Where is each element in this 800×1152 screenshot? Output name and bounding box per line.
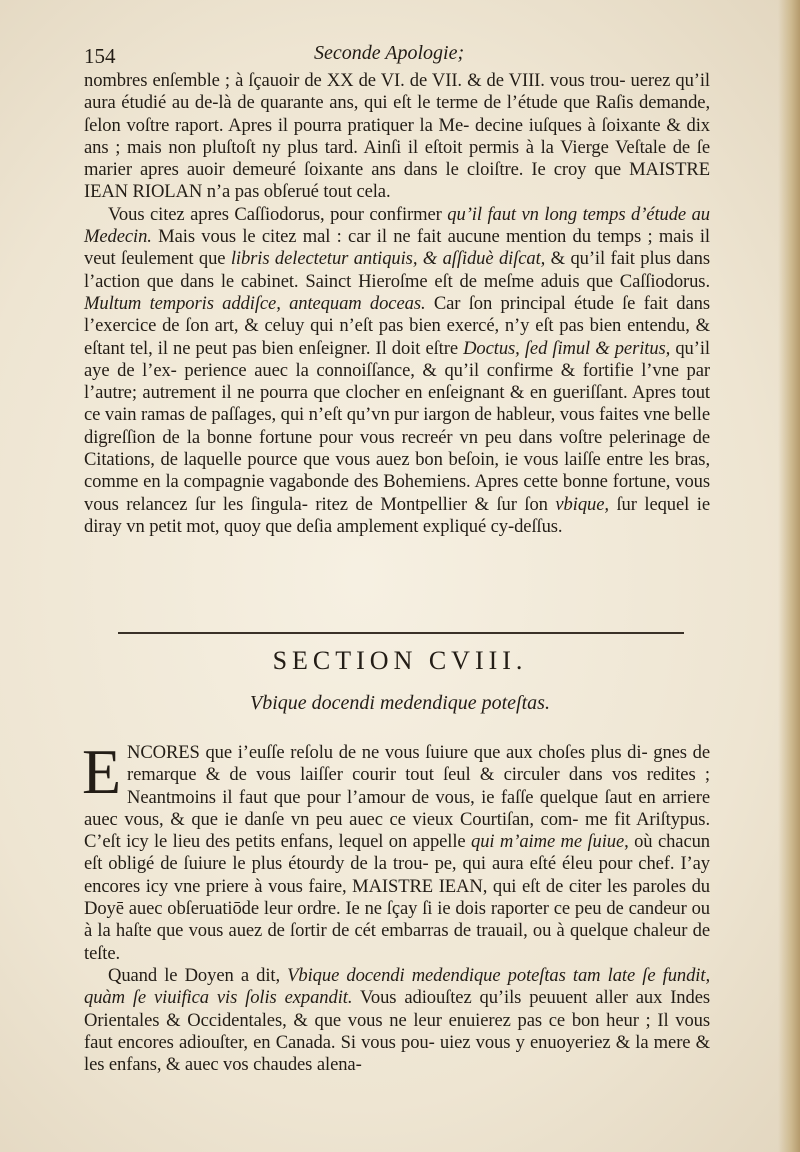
paragraph-4 [84,965,710,1076]
p3-text: NCORES que i’euſſe reſolu de ne vous ſuiure que aux choſes plus di- gnes de remarque & de vous laiſſer courir tout ſeul & circuler dans vos redites ; Neantmoins il faut que pour l’amour de vous, ie faſſe quelque ſaut en arriere auec vous, & que ie danſe vn peu auec ce vieux Courtiſan, com- me fit Ariſtypus. C’eſt icy le lieu des petits enfans, lequel on appelle [84,742,710,853]
lower-text-block [82,736,710,1076]
p2-text: Mais vous le citez mal : car il ne fait aucune mention du temps ; mais il veut ſeulement que [84,226,710,270]
paragraph-2 [84,204,710,538]
p2-quote-5: vbique, [555,493,609,515]
drop-cap: E [82,736,121,807]
paragraph-3 [82,736,710,965]
section-divider-rule [118,632,684,634]
p4-text: Quand le Doyen a dit, [108,964,288,986]
p2-quote-3: Multum temporis addiſce, antequam doceas. [84,292,426,314]
p3-text-rest: , où chacun eſt obligé de ſuiure le plus étourdy de la trou- pe, qui aura eſté éleu pour chef. I’ay encores icy vne priere à vous faire, MAISTRE IEAN, qui eſt de citer les paroles du Doyē auec obſeruatiōde leur ordre. Ie ne ſçay ſi ie dois raporter ce peu de candeur ou à la haſte que vous auez de ſortir de cét embarras de trauail, ou à quelque chaleur de teſte. [84,831,710,964]
p2-quote-2: libris delectetur antiquis, & aſſiduè diſcat, [230,248,546,270]
running-head [84,42,710,70]
section-subtitle: Vbique docendi medendique poteſtas. [250,692,550,714]
p2-text: qu’il aye de l’ex- perience auec la connoiſſance, & qu’il confirme & fortifie l’vne par l’autre; autrement il ne pourra que clocher en enſeignant & en gueriſſant. Apres tout ce vain ramas de paſſages, qui n’eſt qu’vn pur iargon de hableur, vous faites vne belle digreſſion de la bonne fortune pour vous recreér vn peu dans voſtre pelerinage de Citations, de laquelle pource que vous auez bon beſoin, ie vous laiſſe entre les bras, comme en la compagnie vagabonde des Bohemiens. Apres cette bonne fortune, vous vous relancez ſur les ſingula- ritez de Montpellier & ſur ſon [84,337,710,515]
paragraph-1: nombres enſemble ; à ſçauoir de XX de VI. de VII. & de VIII. vous trou- uerez qu’il aura étudié au de-là de quarante ans, qui eſt le terme de l’étude que Raſis demande, ſelon voſtre raport. Apres il pourra pratiquer la Me- decine iuſques à ſoixante & dix ans ; mais non pluſtoſt ny plus tard. Ainſi il eſtoit permis à la Vierge Veſtale de ſe marier apres auoir demeuré ſoixante ans dans le cloiſtre. Ie croy que MAISTRE IEAN RIOLAN n’a pas obſerué tout cela. [84,70,710,203]
p2-text: & qu’il fait plus dans l’action que dans le cabinet. Sainct Hieroſme eſt de meſme aduis que Caſſiodorus. [84,248,710,292]
page-number: 154 [84,44,116,68]
p3-quote: qui m’aime me ſuiue [471,831,625,853]
p4-text-rest: Vous adiouſtez qu’ils peuuent aller aux Indes Orientales & Occidentales, & que vous ne leur enuierez pas ce bon heur ; Il vous faut encores adiouſter, en Canada. Si vous pou- uiez vous y enuoyeriez & la mere & les enfans, & auec vos chaudes alena- [84,987,710,1076]
p4-quote: Vbique docendi medendique poteſtas tam late ſe fundit, quàm ſe viuifica vis ſolis expandit. [84,964,710,1009]
p2-text: ſur lequel ie diray vn petit mot, quoy que deſia amplement expliqué cy-deſſus. [84,493,710,537]
running-title: Seconde Apologie; [314,42,465,64]
page-edge-shadow [778,0,800,1152]
section-title: SECTION CVIII. [272,646,528,675]
p2-text: Vous citez apres Caſſiodorus, pour confirmer [108,203,448,225]
upper-text-block [84,42,710,538]
p2-quote-4: Doctus, ſed ſimul & peritus, [463,337,671,359]
p2-text: Car ſon principal étude ſe fait dans l’exercice de ſon art, & celuy qui n’eſt pas bien exercé, n’y eſt pas bien entendu, & eſtant tel, il ne peut pas bien enſeigner. Il doit eſtre [84,292,710,359]
p2-quote-1: qu’il faut vn long temps d’étude au Medecin. [84,203,710,248]
